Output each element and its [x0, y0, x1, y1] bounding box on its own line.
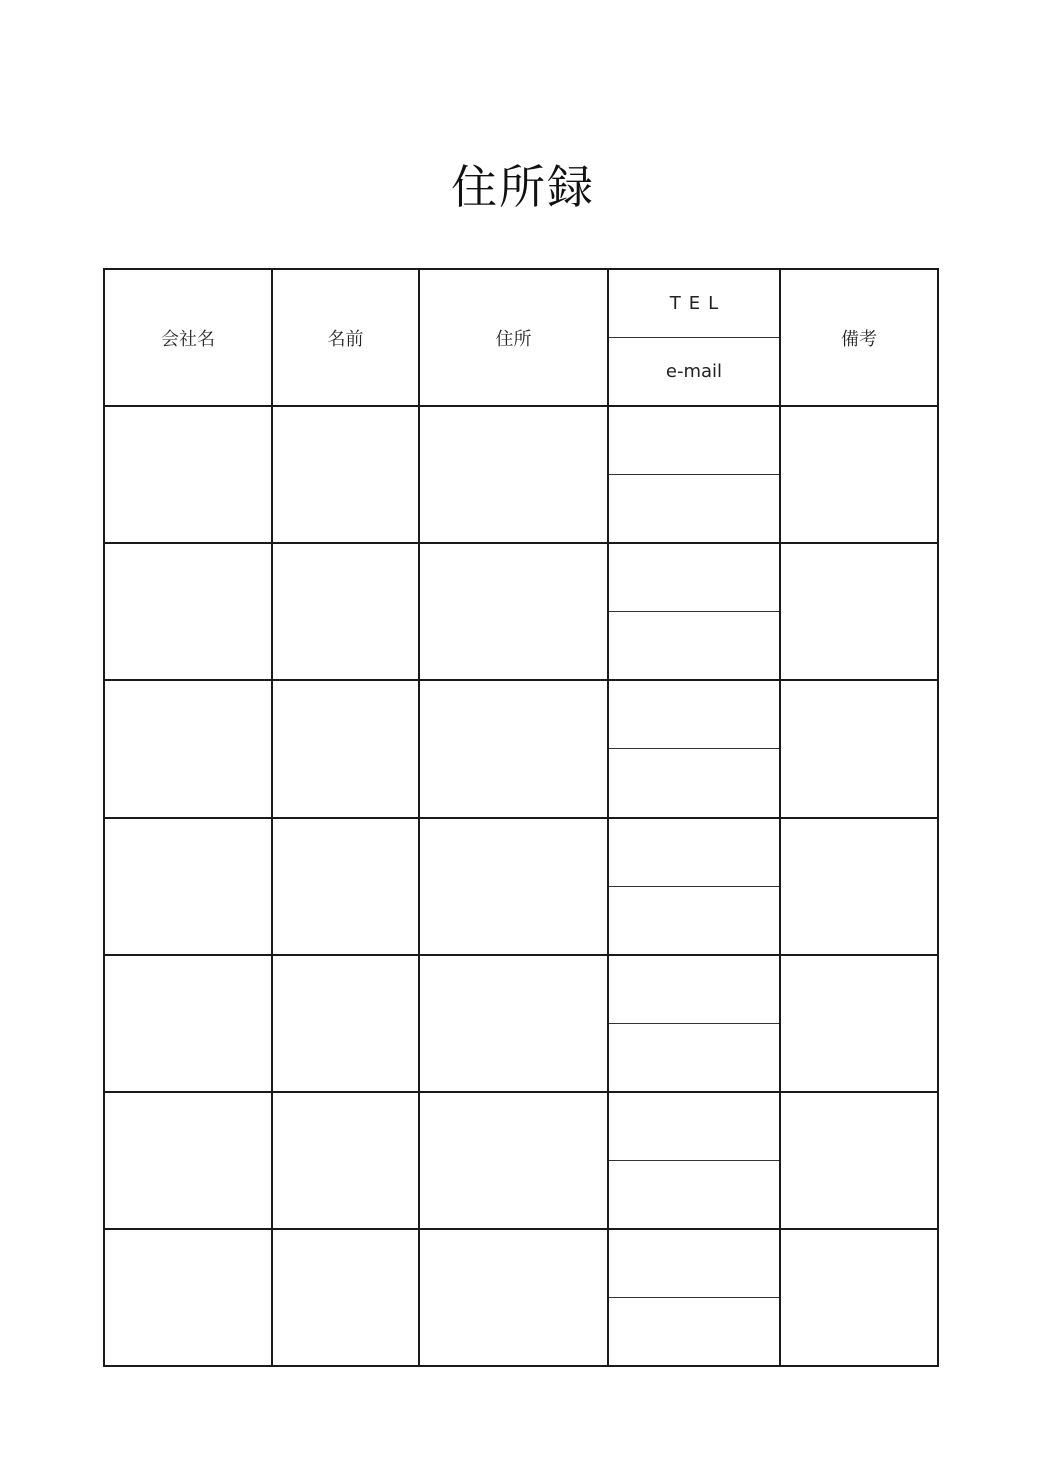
name-cell[interactable]	[272, 955, 419, 1092]
header-contact	[608, 269, 780, 406]
tel-cell[interactable]	[609, 681, 779, 749]
table-row	[104, 680, 938, 817]
email-cell[interactable]	[609, 1161, 779, 1228]
notes-cell[interactable]	[780, 1229, 938, 1366]
table-row	[104, 1229, 938, 1366]
address-cell[interactable]	[419, 955, 608, 1092]
address-cell[interactable]	[419, 1092, 608, 1229]
contact-cell	[608, 406, 780, 543]
header-tel: TEL	[669, 293, 727, 315]
header-company: 会社名	[104, 269, 272, 406]
name-cell[interactable]	[272, 543, 419, 680]
contact-cell	[608, 680, 780, 817]
email-cell[interactable]	[609, 1298, 779, 1365]
notes-cell[interactable]	[780, 543, 938, 680]
name-cell[interactable]	[272, 1229, 419, 1366]
company-cell[interactable]	[104, 1092, 272, 1229]
table-row	[104, 955, 938, 1092]
company-cell[interactable]	[104, 406, 272, 543]
tel-cell[interactable]	[609, 407, 779, 475]
email-cell[interactable]	[609, 612, 779, 679]
company-cell[interactable]	[104, 543, 272, 680]
tel-cell[interactable]	[609, 956, 779, 1024]
contact-cell	[608, 818, 780, 955]
email-cell[interactable]	[609, 1024, 779, 1091]
email-cell[interactable]	[609, 887, 779, 954]
table-row	[104, 406, 938, 543]
header-notes: 備考	[780, 269, 938, 406]
tel-cell[interactable]	[609, 1230, 779, 1298]
table-row	[104, 543, 938, 680]
address-cell[interactable]	[419, 818, 608, 955]
header-row	[104, 269, 938, 406]
name-cell[interactable]	[272, 1092, 419, 1229]
name-cell[interactable]	[272, 818, 419, 955]
address-cell[interactable]	[419, 1229, 608, 1366]
address-cell[interactable]	[419, 406, 608, 543]
email-cell[interactable]	[609, 475, 779, 542]
email-cell[interactable]	[609, 749, 779, 816]
header-name: 名前	[272, 269, 419, 406]
contact-cell	[608, 955, 780, 1092]
contact-cell	[608, 1092, 780, 1229]
header-email: e-mail	[665, 361, 723, 383]
name-cell[interactable]	[272, 406, 419, 543]
table-row	[104, 1092, 938, 1229]
contact-cell	[608, 543, 780, 680]
name-cell[interactable]	[272, 680, 419, 817]
tel-cell[interactable]	[609, 544, 779, 612]
notes-cell[interactable]	[780, 680, 938, 817]
company-cell[interactable]	[104, 680, 272, 817]
company-cell[interactable]	[104, 818, 272, 955]
page-title: 住所録	[451, 160, 595, 214]
notes-cell[interactable]	[780, 406, 938, 543]
address-cell[interactable]	[419, 543, 608, 680]
notes-cell[interactable]	[780, 955, 938, 1092]
company-cell[interactable]	[104, 955, 272, 1092]
notes-cell[interactable]	[780, 818, 938, 955]
table-row	[104, 818, 938, 955]
tel-cell[interactable]	[609, 819, 779, 887]
tel-cell[interactable]	[609, 1093, 779, 1161]
address-cell[interactable]	[419, 680, 608, 817]
address-book-table	[103, 268, 939, 1367]
contact-cell	[608, 1229, 780, 1366]
company-cell[interactable]	[104, 1229, 272, 1366]
header-address: 住所	[419, 269, 608, 406]
notes-cell[interactable]	[780, 1092, 938, 1229]
